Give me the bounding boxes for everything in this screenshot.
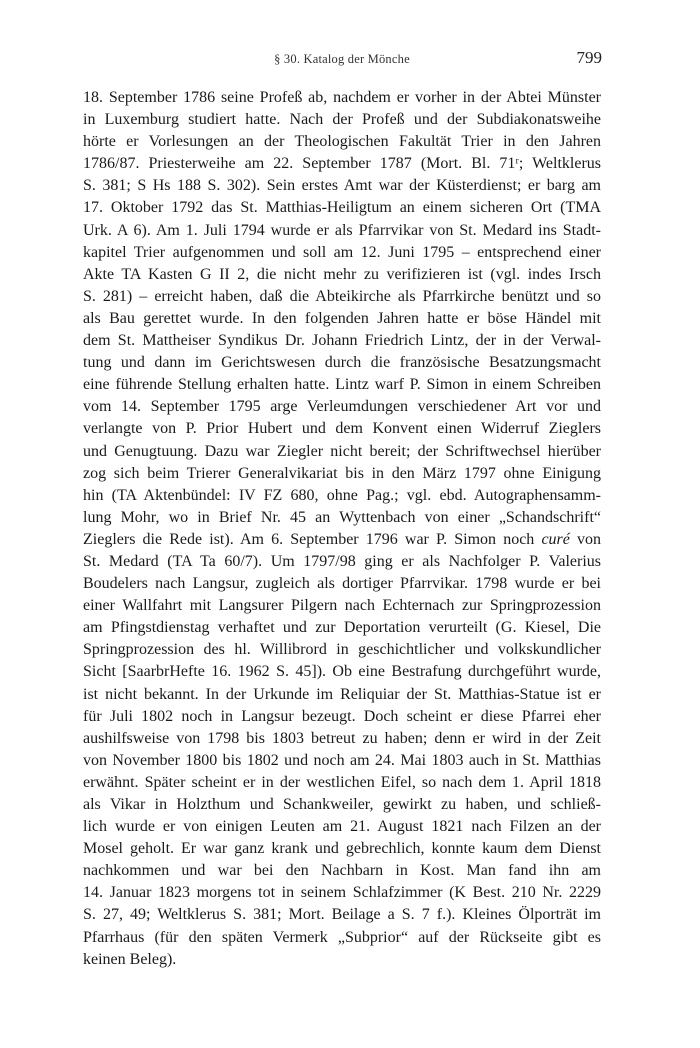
- text-line: erwähnt. Später scheint er in der westlichen Eifel, so nach dem 1. April 1818: [83, 773, 601, 791]
- text-line: S. 27, 49; Weltklerus S. 381; Mort. Beilage a S. 7 f.). Kleines Ölporträt im: [83, 906, 601, 924]
- text-line: aushilfsweise von 1798 bis 1803 betreut zu haben; denn er wird in der Zeit: [83, 729, 601, 747]
- page-header: [82, 48, 602, 70]
- text-line: 17. Oktober 1792 das St. Matthias-Heiligtum an einem sicheren Ort (TMA: [83, 199, 601, 217]
- text-line: als Vikar in Holzthum und Schankweiler, gewirkt zu haben, und schließ-: [83, 796, 601, 813]
- text-line: Mosel geholt. Er war ganz krank und gebrechlich, konnte kaum dem Dienst: [83, 840, 601, 858]
- text-line: am Pfingstdienstag verhaftet und zur Deportation verurteilt (G. Kiesel, Die: [83, 619, 601, 637]
- text-line: 18. September 1786 seine Profeß ab, nachdem er vorher in der Abtei Münster: [83, 89, 601, 106]
- text-line: lung Mohr, wo in Brief Nr. 45 an Wyttenbach von einer „Schandschrift“: [83, 508, 601, 526]
- text-line: 1786/87. Priesterweihe am 22. September 1787 (Mort. Bl. 71ʳ; Weltklerus: [83, 155, 601, 173]
- text-line: kapitel Trier aufgenommen und soll am 12. Juni 1795 – entsprechend einer: [83, 243, 601, 261]
- text-line: St. Medard (TA Ta 60/7). Um 1797/98 ging er als Nachfolger P. Valerius: [83, 552, 601, 570]
- text-line: für Juli 1802 noch in Langsur bezeugt. Doch scheint er diese Pfarrei eher: [83, 707, 601, 725]
- text-line: hin (TA Aktenbündel: IV FZ 680, ohne Pag.; vgl. ebd. Autographensamm-: [83, 486, 601, 504]
- text-line: ist nicht bekannt. In der Urkunde im Reliquiar der St. Matthias-Statue ist er: [83, 685, 601, 703]
- text-line: Zieglers die Rede ist). Am 6. September 1796 war P. Simon noch curé von: [83, 530, 602, 548]
- text-line: und Genugtuung. Dazu war Ziegler nicht bereit; der Schriftwechsel hierüber: [83, 442, 601, 460]
- text-line: Urk. A 6). Am 1. Juli 1794 wurde er als Pfarrvikar von St. Medard ins Stadt-: [83, 221, 601, 239]
- text-line: vom 14. September 1795 arge Verleumdungen verschiedener Art vor und: [83, 398, 601, 416]
- text-line: zog sich beim Trierer Generalvikariat bis in den März 1797 ohne Einigung: [83, 464, 601, 482]
- text-line: nachkommen und war bei den Nachbarn in Kost. Man fand ihn am: [83, 862, 601, 880]
- running-head: § 30. Katalog der Mönche: [274, 52, 410, 66]
- text-line: Springprozession des hl. Willibrord in geschichtlicher und volkskundlicher: [83, 641, 601, 659]
- text-line: von November 1800 bis 1802 und noch am 24. Mai 1803 auch in St. Matthias: [83, 751, 601, 769]
- body-text: [83, 87, 601, 971]
- text-line: lich wurde er von einigen Leuten am 21. August 1821 nach Filzen an der: [83, 818, 601, 836]
- text-line: in Luxemburg studiert hatte. Nach der Profeß und der Subdiakonatsweihe: [83, 111, 601, 129]
- text-line: 14. Januar 1823 morgens tot in seinem Schlafzimmer (K Best. 210 Nr. 2229: [83, 884, 601, 902]
- text-line: Boudelers nach Langsur, zugleich als dortiger Pfarrvikar. 1798 wurde er bei: [83, 575, 601, 593]
- text-line: dem St. Mattheiser Syndikus Dr. Johann Friedrich Lintz, der in der Verwal-: [83, 332, 601, 350]
- text-line: S. 281) – erreicht haben, daß die Abteikirche als Pfarrkirche benützt und so: [83, 287, 601, 305]
- text-line: eine führende Stellung erhalten hatte. Lintz warf P. Simon in einem Schreiben: [83, 376, 601, 394]
- text-line: tung und dann im Gerichtswesen durch die französische Besatzungsmacht: [83, 354, 601, 372]
- text-line: keinen Beleg).: [83, 950, 177, 968]
- text-line: hörte er Vorlesungen an der Theologischen Fakultät Trier in den Jahren: [83, 133, 601, 151]
- text-line: verlangte von P. Prior Hubert und dem Konvent einen Widerruf Zieglers: [83, 420, 601, 438]
- text-line: einer Wallfahrt mit Langsurer Pilgern nach Echternach zur Springprozession: [83, 597, 601, 615]
- page-number: 799: [576, 48, 602, 67]
- text-line: Sicht [SaarbrHefte 16. 1962 S. 45]). Ob eine Bestrafung durchgeführt wurde,: [83, 663, 601, 681]
- text-line: als Bau gerettet wurde. In den folgenden Jahren hatte er böse Händel mit: [83, 309, 601, 327]
- text-line: Akte TA Kasten G II 2, die nicht mehr zu verifizieren ist (vgl. indes Irsch: [83, 265, 601, 283]
- text-line: Pfarrhaus (für den späten Vermerk „Subprior“ auf der Rückseite gibt es: [83, 928, 601, 946]
- text-line: S. 381; S Hs 188 S. 302). Sein erstes Amt war der Küsterdienst; er barg am: [83, 177, 601, 195]
